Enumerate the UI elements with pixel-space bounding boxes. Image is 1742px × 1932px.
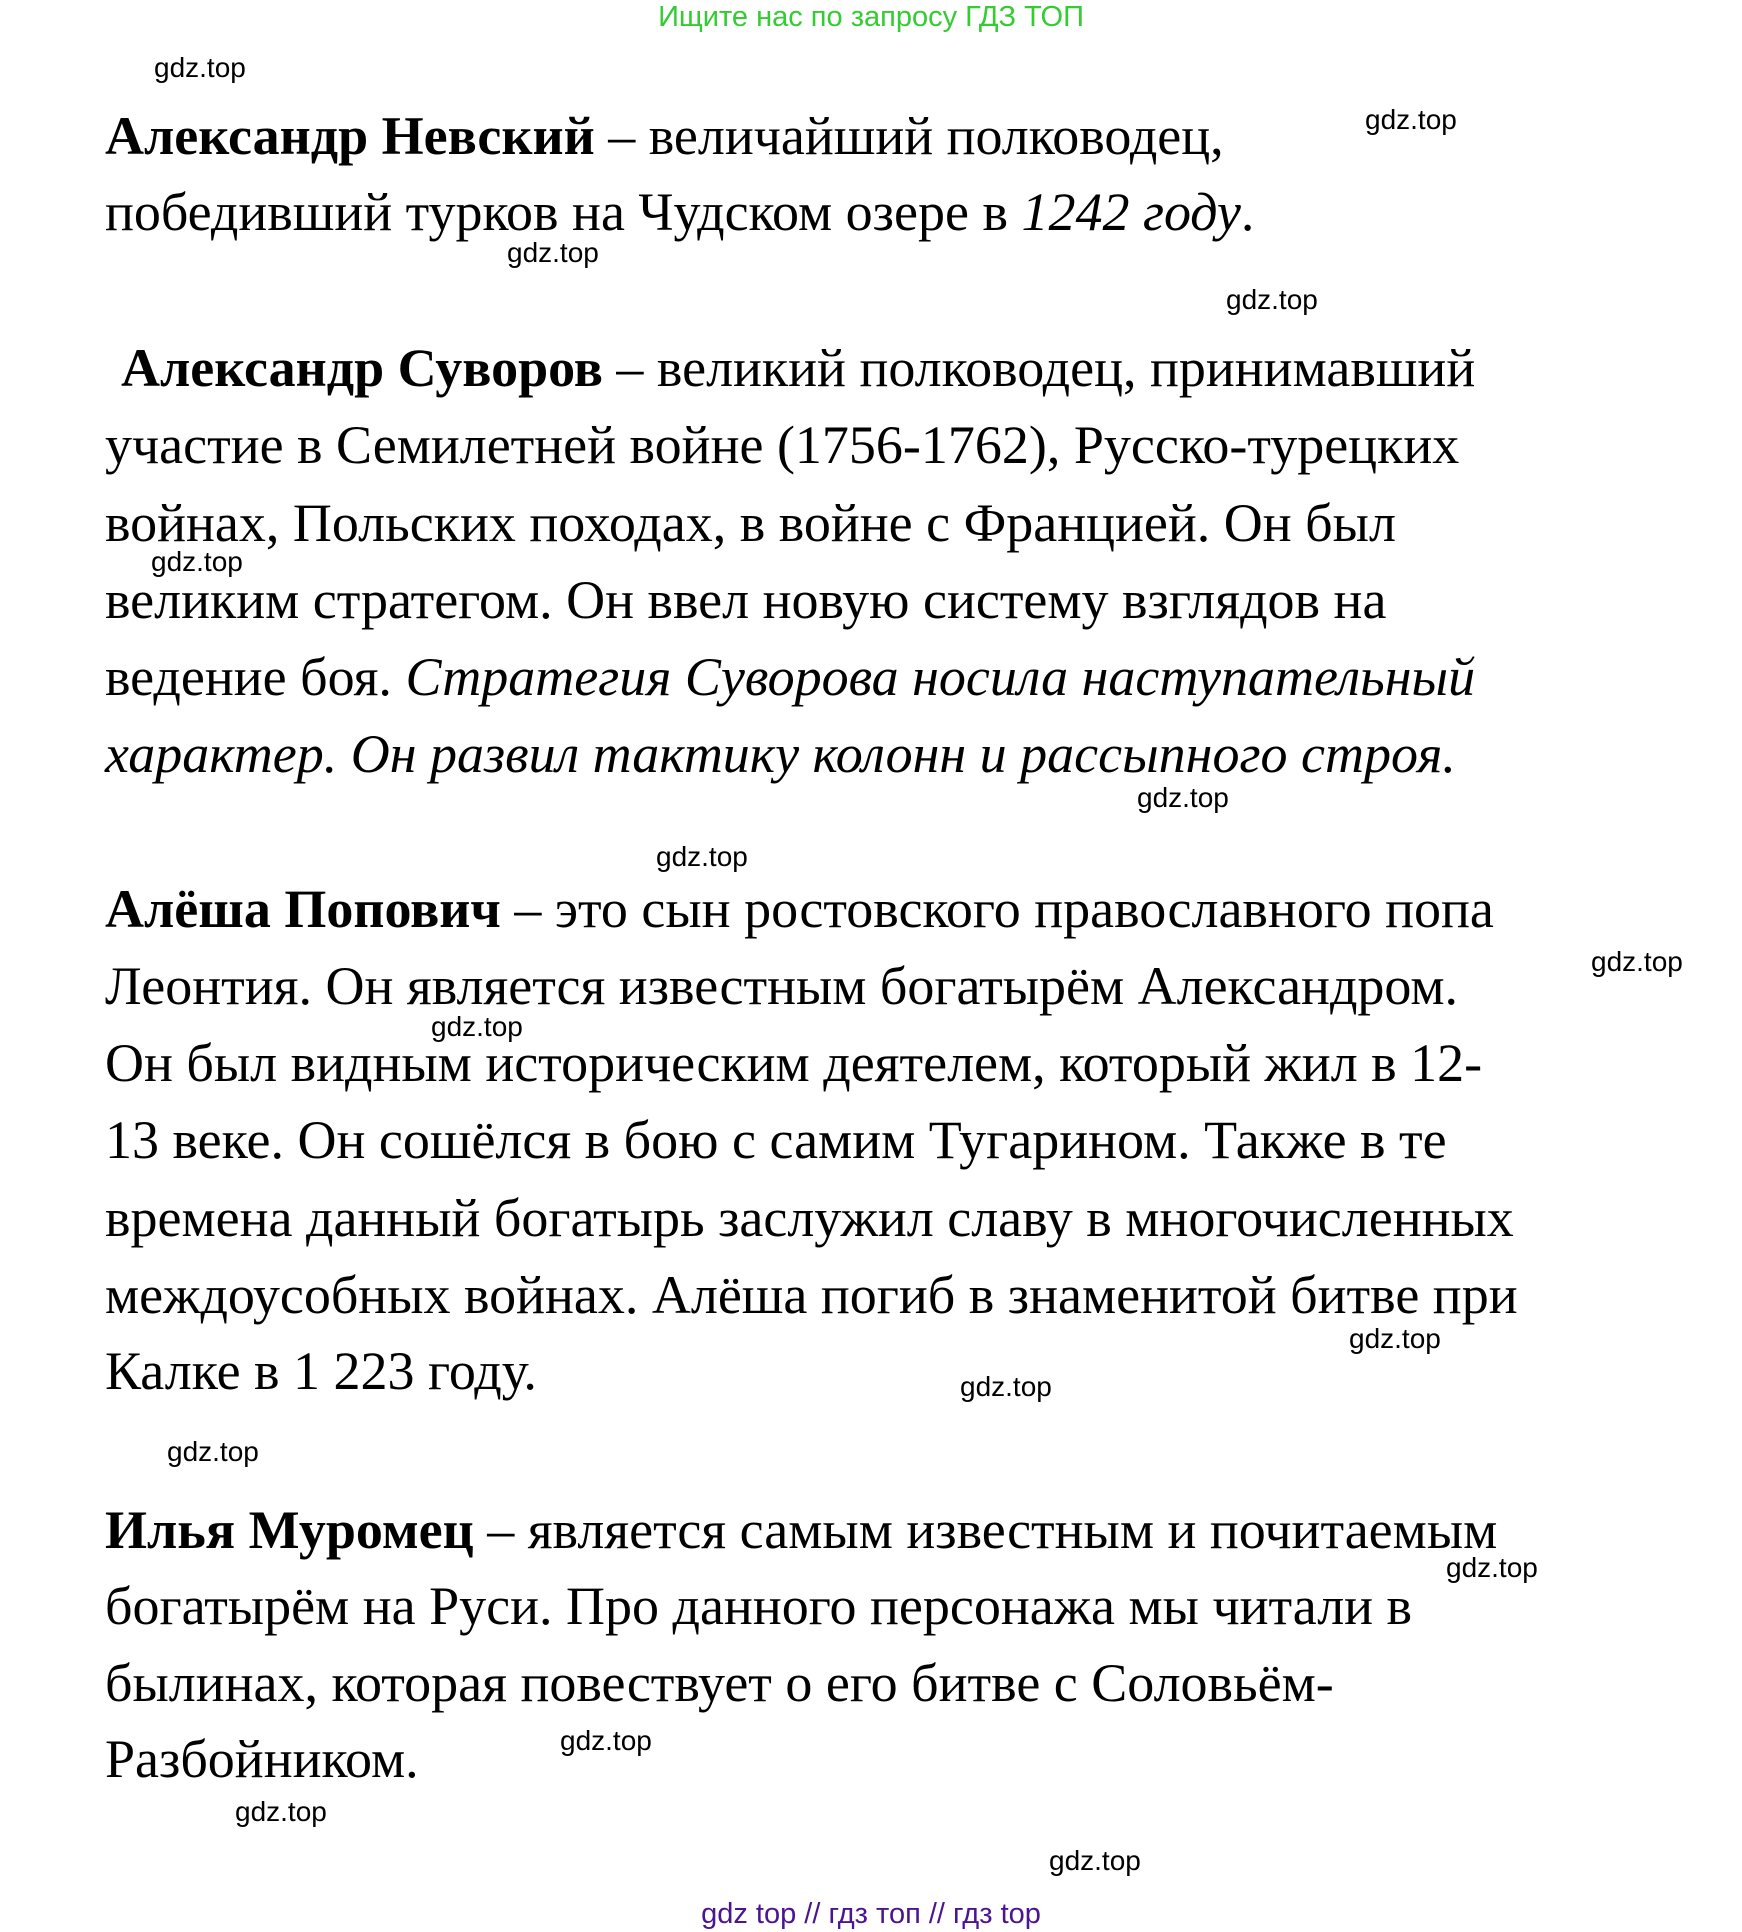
body-text: междоусобных войнах. Алёша погиб в знаменитой битве при	[105, 1265, 1518, 1325]
watermark-text: gdz.top	[154, 52, 246, 83]
popovich-line	[105, 1102, 1447, 1178]
watermark-text: gdz.top	[1591, 946, 1683, 977]
body-text: – является самым известным и почитаемым	[473, 1500, 1498, 1560]
muromets-line	[105, 1645, 1334, 1721]
nevsky-line	[105, 174, 1254, 250]
watermark-text: gdz.top	[167, 1436, 259, 1467]
popovich-line	[105, 1257, 1518, 1333]
body-text: войнах, Польских походах, в войне с Францией. Он был	[105, 493, 1396, 553]
suvorov-line	[105, 407, 1459, 483]
suvorov-line	[105, 485, 1396, 561]
popovich-line	[105, 948, 1458, 1024]
popovich-line	[105, 871, 1494, 947]
popovich-line	[105, 1333, 537, 1409]
watermark-text: gdz.top	[507, 237, 599, 268]
body-text: Разбойником.	[105, 1729, 419, 1789]
body-text: великим стратегом. Он ввел новую систему взглядов на	[105, 570, 1387, 630]
suvorov-line	[121, 330, 1475, 406]
watermark-text: gdz.top	[235, 1796, 327, 1827]
suvorov-line	[105, 639, 1475, 715]
watermark-text: gdz.top	[960, 1371, 1052, 1402]
body-text: времена данный богатырь заслужил славу в многочисленных	[105, 1188, 1514, 1248]
body-text: богатырём на Руси. Про данного персонажа мы читали в	[105, 1576, 1413, 1636]
term-name: Алёша Попович	[105, 879, 501, 939]
suvorov-line	[105, 716, 1456, 792]
suvorov-line	[105, 562, 1386, 638]
watermark-text: gdz.top	[431, 1011, 523, 1042]
body-text: ведение боя.	[105, 647, 406, 707]
body-text: .	[1240, 182, 1255, 242]
term-name: Илья Муромец	[105, 1500, 474, 1560]
watermark-text: gdz.top	[1365, 104, 1457, 135]
watermark-text: gdz.top	[1137, 782, 1229, 813]
watermark-text: gdz.top	[1049, 1845, 1141, 1876]
popovich-line	[105, 1180, 1514, 1256]
muromets-line	[105, 1492, 1497, 1568]
footer-links: gdz top // гдз топ // гдз top	[701, 1898, 1041, 1930]
watermark-text: gdz.top	[1349, 1323, 1441, 1354]
watermark-text: gdz.top	[560, 1725, 652, 1756]
popovich-line	[105, 1025, 1482, 1101]
italic-text: Стратегия Суворова носила наступательный	[405, 647, 1476, 707]
muromets-line	[105, 1721, 419, 1797]
body-text: – величайший полководец,	[594, 106, 1224, 166]
body-text: – это сын ростовского православного попа	[500, 879, 1494, 939]
italic-text: 1242 году	[1021, 182, 1241, 242]
watermark-text: gdz.top	[1446, 1552, 1538, 1583]
muromets-line	[105, 1568, 1412, 1644]
term-name: Александр Невский	[105, 106, 595, 166]
body-text: победивший турков на Чудском озере в	[105, 182, 1022, 242]
body-text: Калке в 1 223 году.	[105, 1341, 537, 1401]
nevsky-line	[105, 98, 1224, 174]
body-text: – великий полководец, принимавший	[602, 338, 1476, 398]
body-text: Леонтия. Он является известным богатырём Александром.	[105, 956, 1459, 1016]
body-text: участие в Семилетней войне (1756-1762), Русско-турецких	[105, 415, 1460, 475]
search-hint-header: Ищите нас по запросу ГДЗ ТОП	[658, 1, 1084, 33]
italic-text: характер. Он развил тактику колонн и рассыпного строя.	[105, 724, 1456, 784]
body-text: былинах, которая повествует о его битве с Соловьём-	[105, 1653, 1334, 1713]
watermark-text: gdz.top	[1226, 284, 1318, 315]
watermark-text: gdz.top	[656, 841, 748, 872]
term-name: Александр Суворов	[121, 338, 603, 398]
watermark-text: gdz.top	[151, 546, 243, 577]
body-text: 13 веке. Он сошёлся в бою с самим Тугарином. Также в те	[105, 1110, 1447, 1170]
body-text: Он был видным историческим деятелем, который жил в 12-	[105, 1033, 1483, 1093]
